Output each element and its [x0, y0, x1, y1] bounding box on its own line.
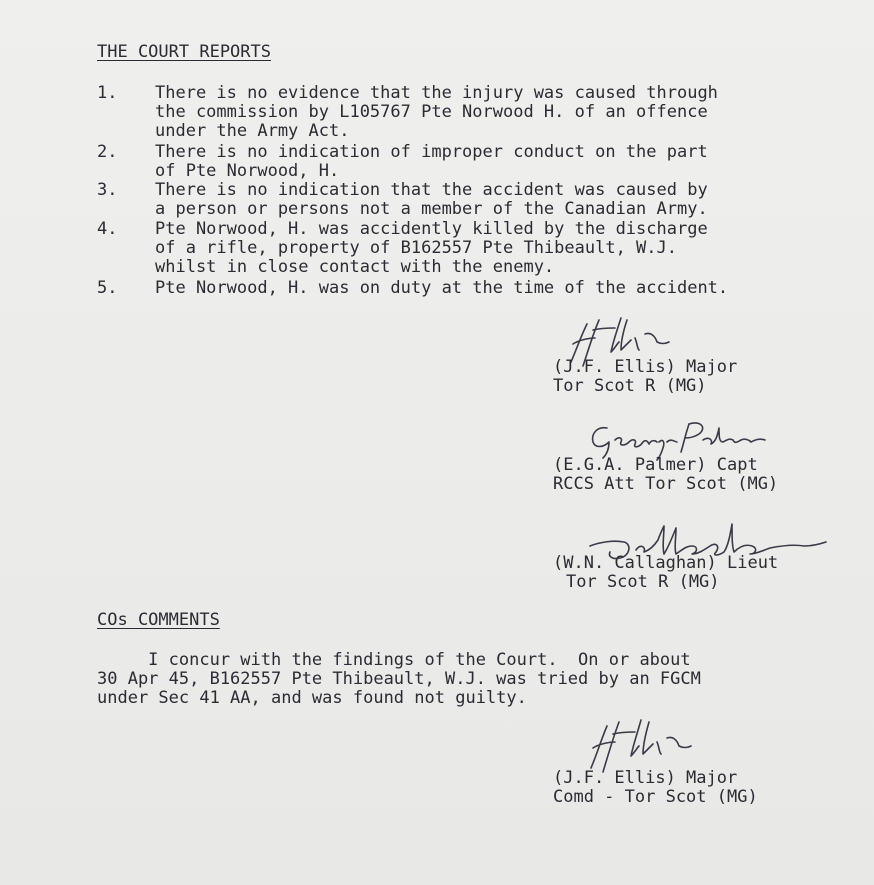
cos-signature-unit: Comd - Tor Scot (MG): [553, 787, 758, 807]
item-number-1: 1.: [97, 83, 118, 103]
cos-comments-heading: COs COMMENTS: [97, 610, 220, 630]
item-3-line-1: There is no indication that the accident was caused by: [155, 180, 708, 200]
item-1-line-3: under the Army Act.: [155, 121, 350, 141]
item-4-line-3: whilst in close contact with the enemy.: [155, 257, 555, 277]
cos-comments-line-2: 30 Apr 45, B162557 Pte Thibeault, W.J. was tried by an FGCM: [97, 669, 701, 689]
signature-3-unit: Tor Scot R (MG): [566, 572, 720, 592]
item-1-line-2: the commission by L105767 Pte Norwood H. of an offence: [155, 102, 708, 122]
cos-comments-line-1: I concur with the findings of the Court. On or about: [97, 650, 691, 670]
cos-signature-name: (J.F. Ellis) Major: [553, 768, 738, 788]
item-number-3: 3.: [97, 180, 118, 200]
signature-3-name: (W.N. Callaghan) Lieut: [553, 553, 779, 573]
court-reports-heading: THE COURT REPORTS: [97, 42, 271, 62]
signature-2-unit: RCCS Att Tor Scot (MG): [553, 474, 779, 494]
item-3-line-2: a person or persons not a member of the Canadian Army.: [155, 199, 708, 219]
item-number-2: 2.: [97, 142, 118, 162]
item-4-line-1: Pte Norwood, H. was accidently killed by the discharge: [155, 219, 708, 239]
signature-1-name: (J.F. Ellis) Major: [553, 357, 738, 377]
cos-comments-line-3: under Sec 41 AA, and was found not guilty.: [97, 688, 527, 708]
ellis-signature-2: [585, 716, 705, 776]
callaghan-signature: [580, 516, 830, 568]
item-number-5: 5.: [97, 278, 118, 298]
signature-2-name: (E.G.A. Palmer) Capt: [553, 455, 758, 475]
item-number-4: 4.: [97, 219, 118, 239]
signature-1-unit: Tor Scot R (MG): [553, 376, 707, 396]
item-4-line-2: of a rifle, property of B162557 Pte Thibeault, W.J.: [155, 238, 677, 258]
item-2-line-1: There is no indication of improper conduct on the part: [155, 142, 708, 162]
item-2-line-2: of Pte Norwood, H.: [155, 161, 340, 181]
item-1-line-1: There is no evidence that the injury was caused through: [155, 83, 718, 103]
item-5-line-1: Pte Norwood, H. was on duty at the time of the accident.: [155, 278, 729, 298]
